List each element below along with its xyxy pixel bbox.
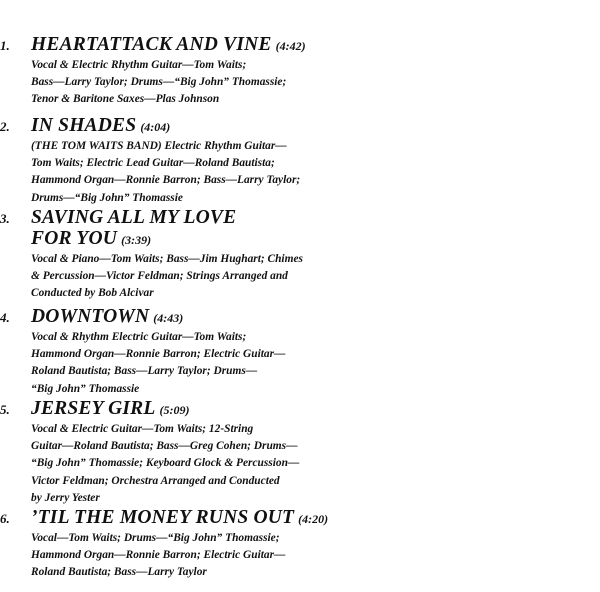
credit-line: Vocal—Tom Waits; Drums—“Big John” Thomassie;	[31, 532, 280, 544]
track-duration: (4:20)	[298, 512, 329, 526]
track-duration: (4:42)	[275, 39, 306, 53]
track-number: 6.	[0, 511, 10, 526]
track-title: JERSEY GIRL	[31, 398, 156, 419]
credit-line: Vocal & Electric Guitar—Tom Waits; 12-String	[31, 423, 254, 435]
credit-line: Tenor & Baritone Saxes—Plas Johnson	[31, 93, 220, 106]
track-duration: (3:39)	[121, 233, 152, 247]
track-header	[0, 398, 361, 419]
track-header	[0, 115, 361, 136]
track-3	[0, 207, 361, 303]
credit-line: & Percussion—Victor Feldman; Strings Arranged and	[31, 270, 288, 283]
credit-line: Victor Feldman; Orchestra Arranged and Conducted	[31, 474, 280, 487]
credit-line: Vocal & Rhythm Electric Guitar—Tom Waits;	[31, 331, 247, 343]
track-number: 1.	[0, 38, 10, 53]
track-duration: (5:09)	[159, 403, 190, 417]
credit-line: Hammond Organ—Ronnie Barron; Bass—Larry Taylor;	[31, 174, 301, 187]
credit-line: by Jerry Yester	[31, 491, 100, 504]
track-title: IN SHADES	[31, 115, 137, 136]
track-header	[0, 507, 361, 528]
track-header	[0, 306, 361, 327]
track-number: 5.	[0, 402, 10, 417]
track-duration: (4:04)	[140, 120, 171, 134]
track-5	[0, 398, 361, 507]
credit-line: Hammond Organ—Ronnie Barron; Electric Guitar—	[31, 348, 286, 361]
credit-line: “Big John” Thomassie	[31, 382, 140, 395]
credit-line: Hammond Organ—Ronnie Barron; Electric Guitar—	[31, 549, 286, 562]
track-credits	[31, 251, 361, 303]
track-credits	[31, 421, 361, 507]
credit-line: Guitar—Roland Bautista; Bass—Greg Cohen; Drums—	[31, 440, 298, 453]
track-header	[0, 207, 361, 249]
track-duration: (4:43)	[153, 311, 184, 325]
track-6	[0, 507, 361, 582]
credit-line: Tom Waits; Electric Lead Guitar—Roland Bautista;	[31, 157, 275, 170]
credit-line: Roland Bautista; Bass—Larry Taylor	[31, 566, 207, 579]
track-2	[0, 115, 361, 207]
track-number: 2.	[0, 119, 10, 134]
track-title: HEARTATTACK AND VINE	[31, 34, 272, 55]
track-number: 4.	[0, 310, 10, 325]
track-credits	[31, 530, 361, 582]
track-title: ’TIL THE MONEY RUNS OUT	[31, 507, 295, 528]
credit-line: Conducted by Bob Alcivar	[31, 287, 154, 300]
track-credits	[31, 57, 361, 109]
credit-line: Vocal & Electric Rhythm Guitar—Tom Waits;	[31, 59, 247, 71]
track-number: 3.	[0, 211, 10, 226]
credit-line: Bass—Larry Taylor; Drums—“Big John” Thomassie;	[31, 76, 287, 89]
credit-line: Roland Bautista; Bass—Larry Taylor; Drums—	[31, 365, 258, 378]
credit-line: (THE TOM WAITS BAND) Electric Rhythm Guitar—	[31, 140, 287, 152]
track-title-continued: FOR YOU	[31, 228, 118, 249]
track-title: DOWNTOWN	[31, 306, 150, 327]
credit-line: Vocal & Piano—Tom Waits; Bass—Jim Hughart; Chimes	[31, 253, 303, 265]
track-credits	[31, 329, 361, 398]
credit-line: Drums—“Big John” Thomassie	[31, 191, 183, 204]
track-credits	[31, 138, 361, 207]
track-4	[0, 306, 361, 398]
track-header	[0, 34, 361, 55]
track-title: SAVING ALL MY LOVE	[31, 207, 237, 228]
credit-line: “Big John” Thomassie; Keyboard Glock & Percussion—	[31, 457, 300, 470]
track-1	[0, 34, 361, 109]
